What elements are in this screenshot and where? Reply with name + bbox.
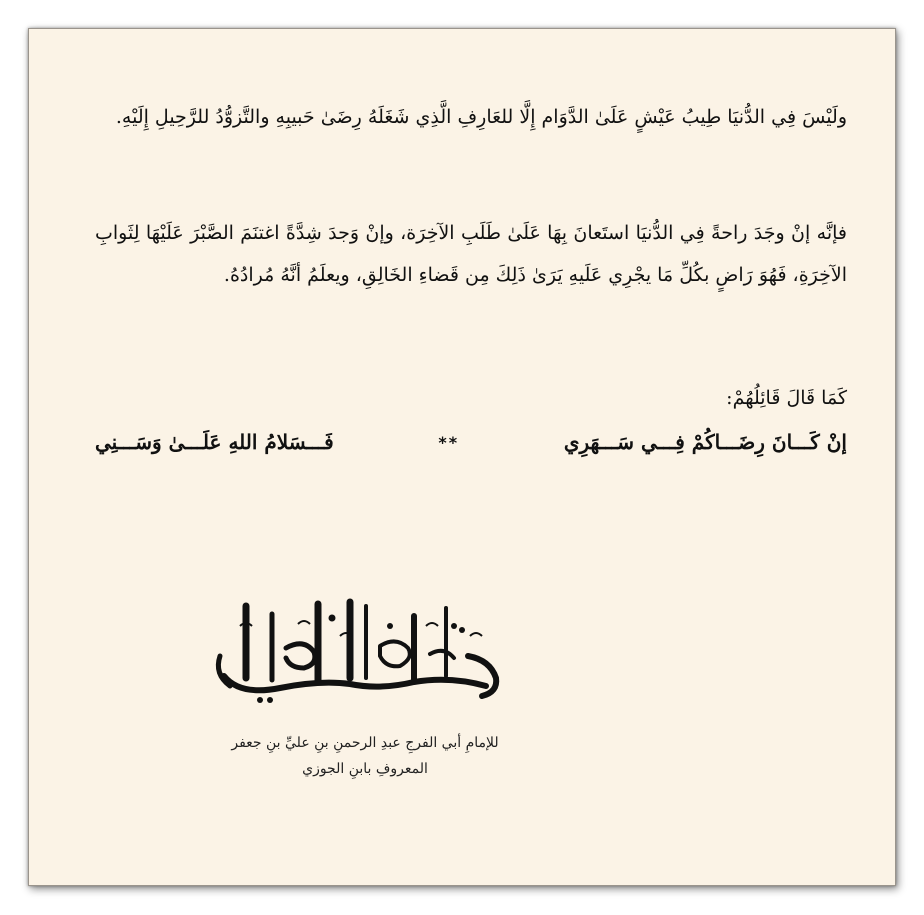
byline-line-2: المعروفِ بابنِ الجوزي [302, 761, 428, 777]
verse-intro: كَمَا قَالَ قَائِلُهُمْ: [726, 387, 847, 409]
paragraph-2: فإنَّه إنْ وجَدَ راحةً فِي الدُّنيَا استَعانَ بِهَا عَلَىٰ طَلَبِ الآخِرَة، وإنْ وَجدَ شِدَّةً اغتنَمَ الصَّبْرَ عَلَيْهَا لِثَوابِ الآخِرَةِ، فَهُوَ رَاضٍ بكُلِّ مَا يجْرِي عَلَيهِ يَرَىٰ ذَلِكَ مِن قَضاءِ الخَالِقِ، ويعلَمُ أنَّهُ مُرادُهُ. [95, 222, 847, 286]
paragraph-1: ولَيْسَ فِي الدُّنيَا طِيبُ عَيْشٍ عَلَىٰ الدَّوَام إِلَّا للعَارِفِ الَّذِي شَغَلَهُ رِضَىٰ حَبيبِهِ والتَّزوُّدُ للرَّحِيلِ إِلَيْهِ. [115, 106, 847, 128]
byline-line-1: للإمامِ أبي الفرجِ عبدِ الرحمنِ بنِ عليِّ بنِ جعفر [231, 735, 499, 751]
verse-line [95, 430, 847, 454]
calligraphy-logo [200, 596, 510, 716]
book-title: صَيدُ الخَاطِر [350, 707, 360, 709]
verse-second-hemistich: فَـــسَلامُ اللهِ عَلَـــىٰ وَسَـــنِي [95, 430, 334, 454]
book-title-calligraphy [200, 596, 510, 826]
verse-separator: ** [438, 432, 460, 452]
author-byline [225, 730, 505, 782]
verse-first-hemistich: إنْ كَـــانَ رِضَـــاكُمْ فِـــي سَـــهَرِي [563, 430, 847, 454]
